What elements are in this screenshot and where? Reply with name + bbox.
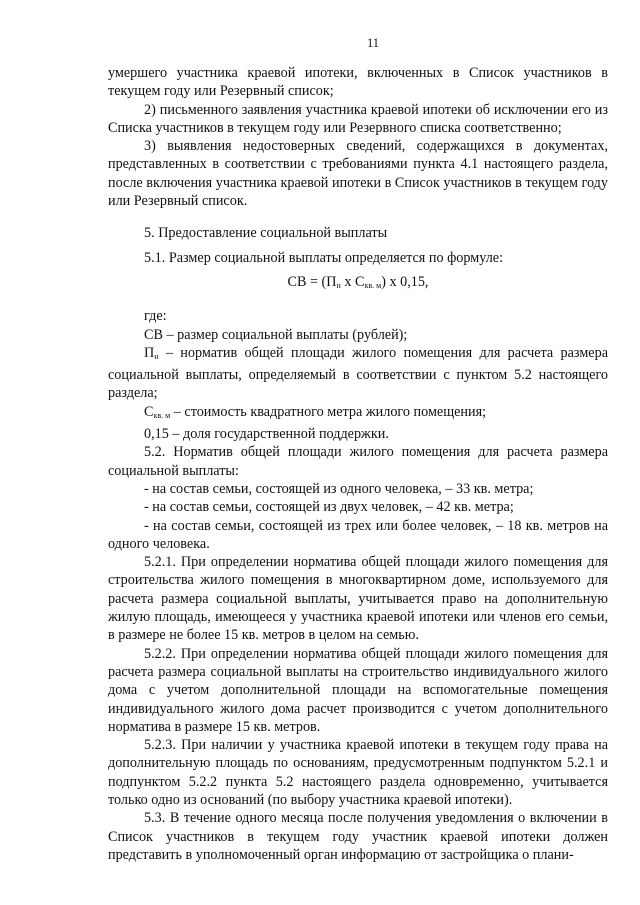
paragraph-5-2-3: 5.2.3. При наличии у участника краевой ипотеки в текущем году права на дополнительную площадь по основаниям, предусмотренным подпунктом 5.2.1 и подпунктом 5.2.2 пункта 5.2 настоящего раздела одновременно, учитывается только одно из оснований (по выбору участника краевой ипотеки).: [108, 737, 608, 808]
formula-mid: х С: [340, 273, 365, 290]
pn-symbol: П: [144, 344, 155, 361]
paragraph-5-1: 5.1. Размер социальной выплаты определяется по формуле:: [144, 249, 504, 266]
pn-sub: н: [154, 351, 159, 361]
paragraph-5-2-2: 5.2.2. При определении норматива общей площади жилого помещения для расчета размера социальной выплаты на строительство индивидуального жилого дома с учетом дополнительной площади на вспомогательные помещения индивидуального жилого дома расчет производится с учетом дополнительного норматива в размере 15 кв. метров.: [108, 645, 608, 735]
paragraph-5-2-1: 5.2.1. При определении норматива общей площади жилого помещения для строительства жилого помещения в многоквартирном доме, используемого для расчета размера социальной выплаты, учитывается право на дополнительную жилую площадь, имеющееся у участника краевой ипотеки или членов его семьи, в размере не более 15 кв. метров в целом на семью.: [108, 554, 608, 644]
definition-c: [108, 403, 608, 425]
list-item: - на состав семьи, состоящей из двух человек, – 42 кв. метра;: [144, 499, 514, 516]
formula-right: ) х 0,15,: [381, 273, 429, 290]
c-sub: кв. м: [153, 410, 171, 420]
c-text: – стоимость квадратного метра жилого помещения;: [170, 403, 487, 420]
formula-sub-n: н: [336, 280, 341, 290]
paragraph-item-2: 2) письменного заявления участника краевой ипотеки об исключении его из Списка участников в текущем году или Резервного списка соответственно;: [108, 101, 608, 136]
definition-share: 0,15 – доля государственной поддержки.: [144, 426, 389, 443]
definition-sv: СВ – размер социальной выплаты (рублей);: [144, 326, 408, 343]
paragraph-continuation: умершего участника краевой ипотеки, включенных в Список участников в текущем году или Резервный список;: [108, 65, 608, 100]
list-item: - на состав семьи, состоящей из трех или более человек, – 18 кв. метров на одного человека.: [108, 517, 608, 552]
page-number: 11: [366, 36, 380, 50]
section-heading: 5. Предоставление социальной выплаты: [144, 225, 388, 242]
list-item: - на состав семьи, состоящей из одного человека, – 33 кв. метра;: [144, 480, 534, 497]
formula-sub-sqm: кв. м: [364, 280, 382, 290]
c-symbol: С: [144, 403, 154, 420]
paragraph-5-3: 5.3. В течение одного месяца после получения уведомления о включении в Список участников в текущем году участник краевой ипотеки должен представить в уполномоченный орган информацию от застройщика о плани-: [108, 810, 608, 863]
pn-text: – норматив общей площади жилого помещения для расчета размера социальной выплаты, определяемый в соответствии с пунктом 5.2 настоящего раздела;: [108, 344, 608, 402]
paragraph-item-3: 3) выявления недостоверных сведений, содержащихся в документах, представленных в соответствии с требованиями пункта 4.1 настоящего раздела, после включения участника краевой ипотеки в Список участников в текущем году или Резервный список.: [108, 138, 608, 210]
paragraph-5-2: 5.2. Норматив общей площади жилого помещения для расчета размера социальной выплаты:: [108, 444, 608, 479]
where-label: где:: [144, 308, 167, 325]
formula-left: СВ = (П: [287, 273, 337, 290]
definition-pn: [108, 344, 608, 403]
formula: [108, 273, 608, 295]
document-page: [108, 36, 608, 864]
